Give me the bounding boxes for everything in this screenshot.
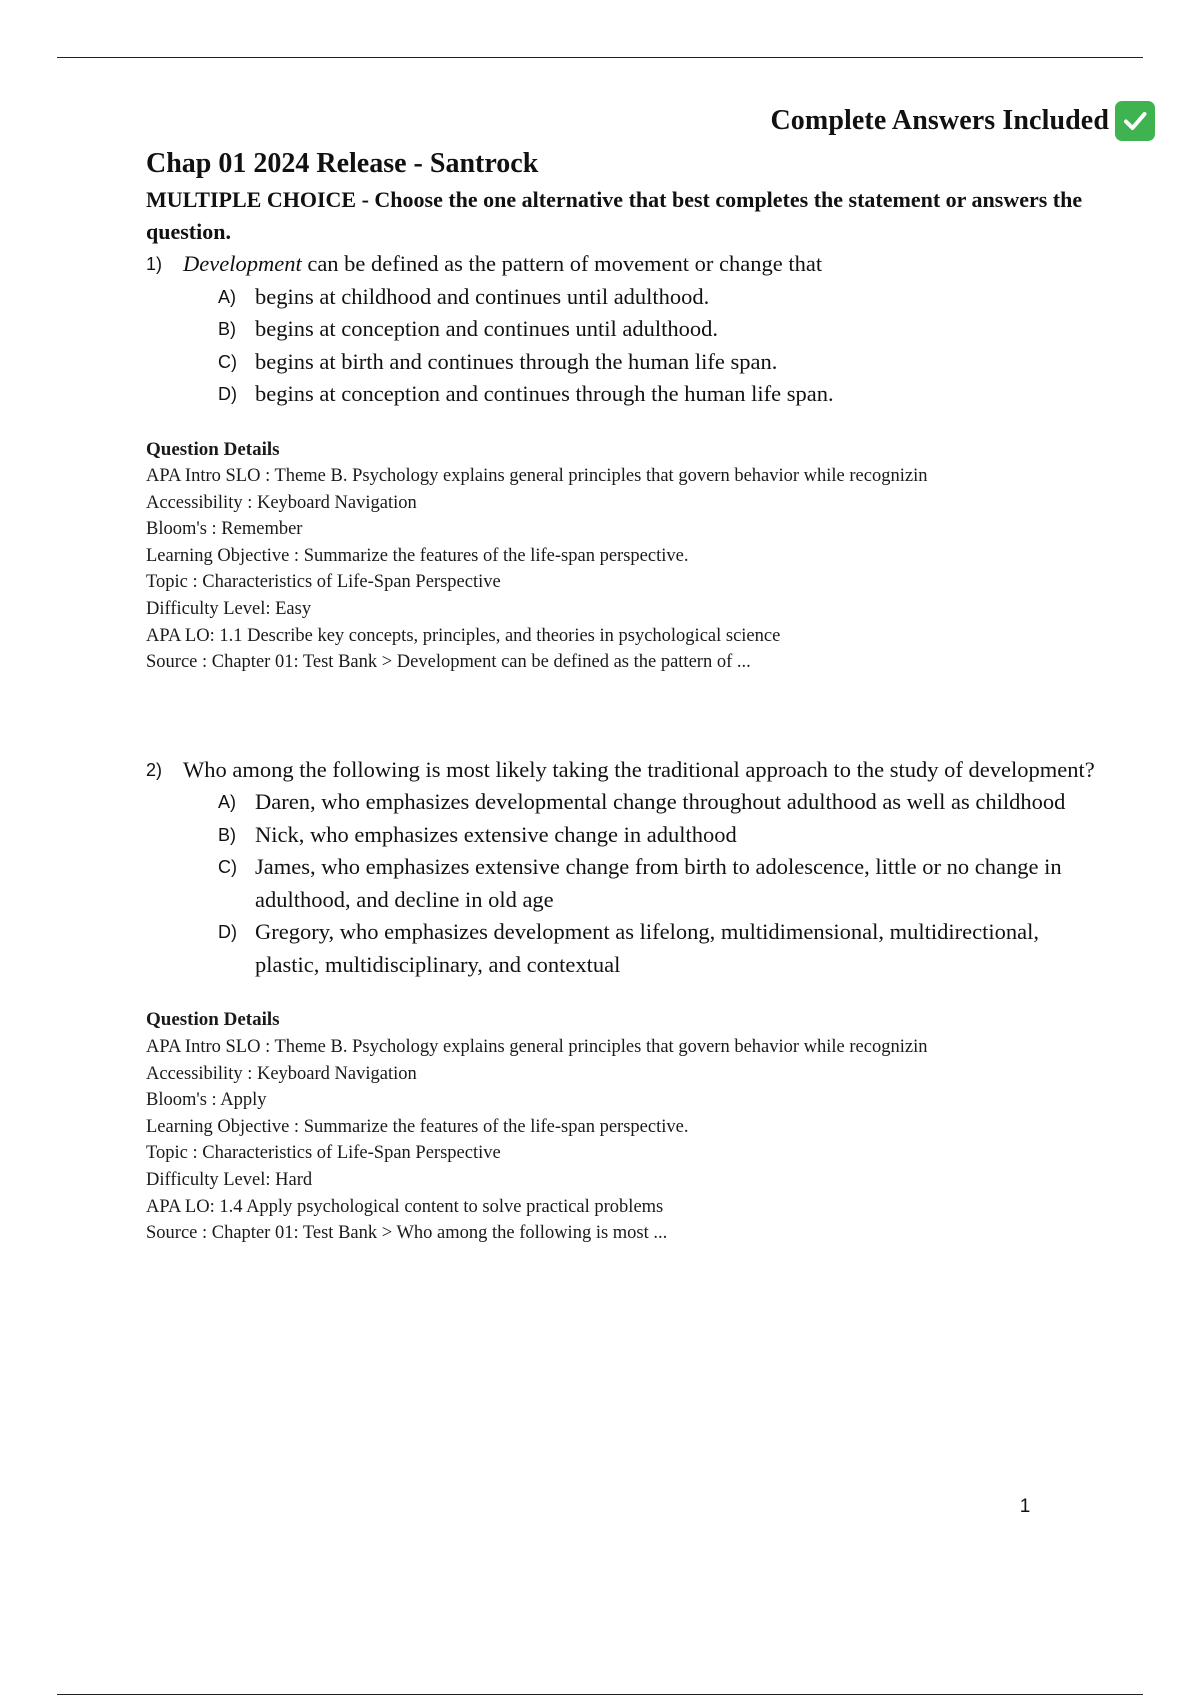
option-letter: B): [218, 319, 236, 339]
stem-text: Who among the following is most likely taking the traditional approach to the study of development?: [183, 756, 1095, 782]
option-b: [146, 819, 1096, 852]
top-rule: [57, 57, 1143, 58]
option-letter: D): [218, 922, 237, 943]
details-row: Bloom's : Apply: [146, 1090, 267, 1111]
option-b: [146, 313, 1096, 346]
option-letter: D): [218, 384, 237, 404]
question-details: [146, 1007, 1096, 1246]
stem-emphasis: Development: [183, 251, 302, 276]
details-row: Accessibility : Keyboard Navigation: [146, 1063, 417, 1084]
option-c: [146, 346, 1096, 379]
option-text: Daren, who emphasizes developmental change throughout adulthood as well as childhood: [255, 789, 1066, 815]
option-text: James, who emphasizes extensive change from birth to adolescence, little or no change in adulthood, and decline in old age: [255, 854, 1062, 912]
option-text: begins at childhood and continues until adulthood.: [255, 283, 710, 309]
page-number: 1: [1019, 1496, 1031, 1517]
details-title: Question Details: [146, 438, 280, 460]
details-row: Accessibility : Keyboard Navigation: [146, 492, 417, 513]
document-title: Chap 01 2024 Release - Santrock: [146, 148, 539, 179]
details-row: APA LO: 1.1 Describe key concepts, principles, and theories in psychological science: [146, 625, 781, 646]
option-letter: C): [218, 351, 237, 372]
details-row: Source : Chapter 01: Test Bank > Who among the following is most ...: [146, 1223, 668, 1244]
question-stem: [146, 754, 1096, 787]
question-number: 1): [146, 254, 163, 274]
question-details: [146, 437, 1096, 676]
question-2: [146, 754, 1096, 1247]
details-row: Learning Objective : Summarize the features of the life-span perspective.: [146, 1116, 689, 1137]
bottom-rule: [57, 1694, 1143, 1695]
check-mark-icon: [1115, 101, 1155, 141]
option-text: begins at birth and continues through the human life span.: [255, 348, 778, 374]
option-letter: C): [218, 857, 237, 878]
option-d: [146, 378, 1096, 411]
details-row: Difficulty Level: Hard: [146, 1169, 313, 1190]
details-row: Source : Chapter 01: Test Bank > Development can be defined as the pattern of ...: [146, 652, 751, 673]
option-d: [146, 916, 1096, 981]
question-number: 2): [146, 759, 163, 780]
details-row: APA Intro SLO : Theme B. Psychology explains general principles that govern behavior while recognizin: [146, 466, 928, 487]
instructions: MULTIPLE CHOICE - Choose the one alternative that best completes the statement or answers the question.: [146, 187, 1083, 244]
details-row: Topic : Characteristics of Life-Span Perspective: [146, 1143, 501, 1164]
details-row: Topic : Characteristics of Life-Span Perspective: [146, 572, 501, 593]
option-a: [146, 281, 1096, 314]
option-letter: B): [218, 824, 236, 845]
question-1: [146, 248, 1096, 676]
details-title: Question Details: [146, 1009, 280, 1031]
option-text: Gregory, who emphasizes development as lifelong, multidimensional, multidirectional, plastic, multidisciplinary, and contextual: [255, 919, 1039, 977]
option-text: Nick, who emphasizes extensive change in adulthood: [255, 821, 737, 847]
option-letter: A): [218, 792, 236, 813]
option-a: [146, 786, 1096, 819]
answer-options: [146, 786, 1096, 981]
option-text: begins at conception and continues until adulthood.: [255, 316, 719, 341]
option-text: begins at conception and continues through the human life span.: [255, 381, 834, 406]
option-c: [146, 851, 1096, 916]
details-row: Difficulty Level: Easy: [146, 599, 312, 620]
details-row: Learning Objective : Summarize the features of the life-span perspective.: [146, 545, 689, 566]
stem-text: can be defined as the pattern of movement or change that: [301, 251, 823, 276]
details-row: Bloom's : Remember: [146, 519, 303, 540]
answers-included-text: Complete Answers Included: [770, 105, 1109, 136]
details-row: APA LO: 1.4 Apply psychological content to solve practical problems: [146, 1196, 664, 1217]
answer-options: [146, 281, 1096, 411]
document-body: [146, 144, 1096, 1247]
question-stem: [146, 248, 1096, 281]
option-letter: A): [218, 286, 236, 307]
details-row: APA Intro SLO : Theme B. Psychology explains general principles that govern behavior while recognizin: [146, 1036, 928, 1057]
answers-included-note: [700, 101, 1155, 141]
